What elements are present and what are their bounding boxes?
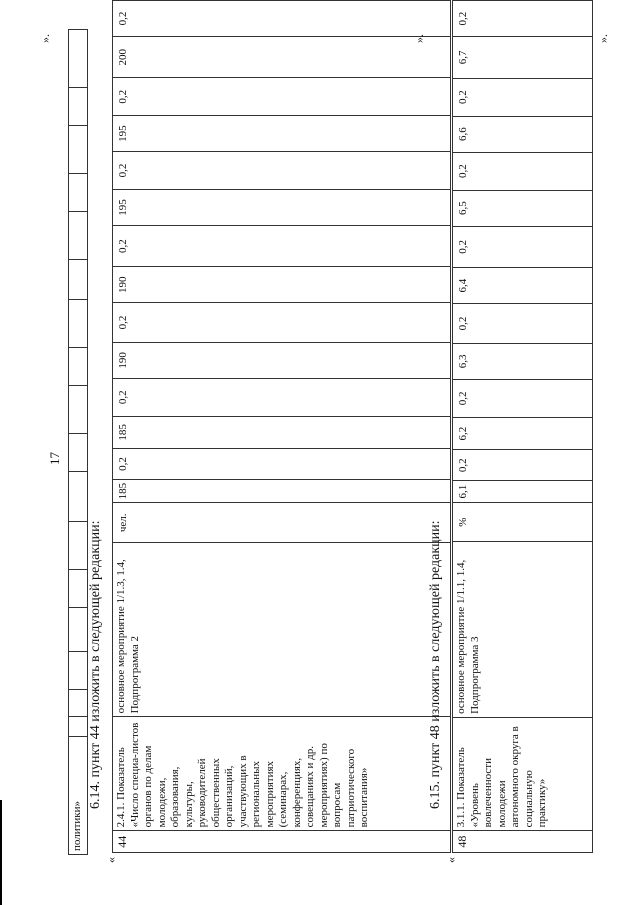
value-cell: 0,2 bbox=[113, 78, 451, 116]
closing-quote: ». bbox=[412, 34, 426, 43]
value-cell: 0,2 bbox=[113, 152, 451, 190]
prev-table-cell-empty bbox=[69, 608, 88, 652]
row-index: 48 bbox=[453, 831, 593, 853]
indicator-name: 3.1.1. Показатель «Уровень вовлеченности молодежи автономного округа в социальную практику» bbox=[453, 717, 593, 830]
value-cell: 0,2 bbox=[113, 378, 451, 416]
value-cell: 0,2 bbox=[453, 450, 593, 481]
previous-table-fragment bbox=[68, 29, 88, 855]
value-cell: 0,2 bbox=[113, 1, 451, 37]
measure-reference: основное мероприятие 1/1.1, 1.4, Подпрограмма 3 bbox=[453, 542, 593, 718]
value-cell: 6,4 bbox=[453, 268, 593, 304]
value-cell: 0,2 bbox=[453, 304, 593, 344]
table-row-48 bbox=[452, 0, 593, 853]
page-number: 17 bbox=[47, 452, 62, 465]
value-cell: 185 bbox=[113, 416, 451, 449]
opening-quote: « bbox=[444, 857, 458, 863]
value-cell: 190 bbox=[113, 342, 451, 378]
value-cell: 6,2 bbox=[453, 417, 593, 450]
indicator-name: 2.4.1. Показатель «Число специа-листов органов по делам молодежи, образования, культуры, руководителей общественных организаций, участвующих в региональных мероприятиях (семинарах, конференциях, совещаниях и др. мероприятиях) по вопросам патриотического воспитания» bbox=[113, 717, 451, 831]
prev-table-cell-empty bbox=[69, 212, 88, 260]
prev-table-cell-empty bbox=[69, 472, 88, 522]
prev-table-cell-empty bbox=[69, 652, 88, 690]
value-cell: 6,1 bbox=[453, 481, 593, 503]
opening-quote: « bbox=[104, 857, 118, 863]
section-heading: 6.14. пункт 44 изложить в следующей редакции: bbox=[88, 520, 103, 809]
value-cell: 0,2 bbox=[453, 1, 593, 37]
value-cell: 0,2 bbox=[453, 379, 593, 417]
row-index: 44 bbox=[113, 831, 451, 853]
value-cell: 6,6 bbox=[453, 116, 593, 152]
prev-table-cell-empty bbox=[69, 690, 88, 717]
value-cell: 195 bbox=[113, 189, 451, 225]
unit: чел. bbox=[113, 503, 451, 543]
prev-table-cell-empty bbox=[69, 260, 88, 300]
prev-table-cell-empty bbox=[69, 88, 88, 126]
table-row-44 bbox=[112, 0, 451, 853]
value-cell: 0,2 bbox=[113, 449, 451, 480]
value-cell: 0,2 bbox=[113, 303, 451, 342]
prev-table-cell-empty bbox=[69, 348, 88, 386]
value-cell: 0,2 bbox=[113, 226, 451, 267]
prev-table-cell-empty bbox=[69, 570, 88, 608]
value-cell: 190 bbox=[113, 267, 451, 303]
value-cell: 6,7 bbox=[453, 37, 593, 78]
unit: % bbox=[453, 503, 593, 542]
prev-table-cell-empty bbox=[69, 126, 88, 174]
measure-reference: основное мероприятие 1/1.3, 1.4, Подпрограмма 2 bbox=[113, 543, 451, 717]
closing-quote: ». bbox=[38, 34, 52, 43]
section-heading: 6.15. пункт 48 изложить в следующей редакции: bbox=[428, 520, 443, 809]
prev-table-cell-empty bbox=[69, 522, 88, 570]
prev-table-cell-empty bbox=[69, 174, 88, 212]
value-cell: 6,3 bbox=[453, 343, 593, 379]
value-cell: 185 bbox=[113, 479, 451, 503]
value-cell: 195 bbox=[113, 116, 451, 152]
prev-table-cell-empty bbox=[69, 717, 88, 737]
prev-table-cell: политики» bbox=[69, 737, 88, 855]
value-cell: 6,5 bbox=[453, 190, 593, 226]
value-cell: 200 bbox=[113, 36, 451, 77]
value-cell: 0,2 bbox=[453, 226, 593, 267]
value-cell: 0,2 bbox=[453, 78, 593, 116]
prev-table-cell-empty bbox=[69, 386, 88, 434]
prev-table-cell-empty bbox=[69, 300, 88, 348]
prev-table-cell-empty bbox=[69, 30, 88, 88]
header-rule bbox=[0, 800, 2, 905]
prev-table-cell-empty bbox=[69, 434, 88, 472]
value-cell: 0,2 bbox=[453, 152, 593, 190]
closing-quote: ». bbox=[596, 34, 610, 43]
